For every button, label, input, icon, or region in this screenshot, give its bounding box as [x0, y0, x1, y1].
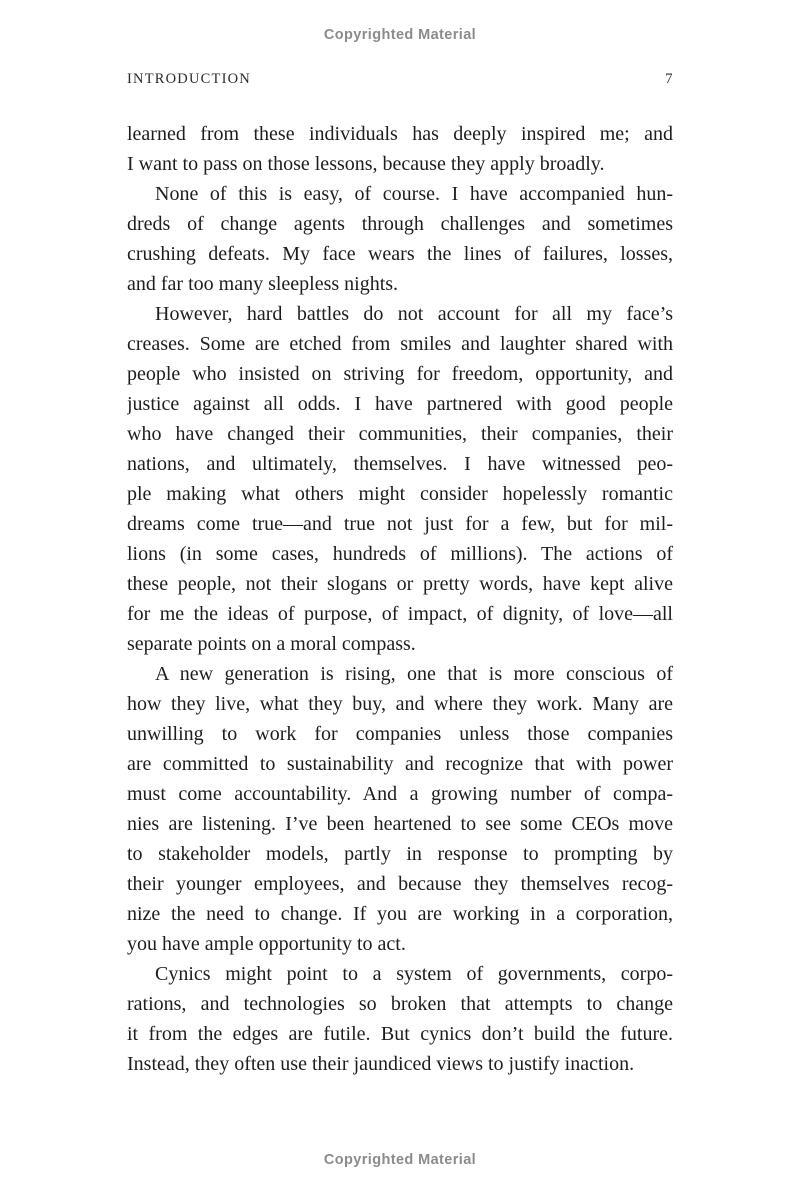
text-line: learned from these individuals has deeply inspired me; and [127, 123, 673, 145]
text-line: None of this is easy, of course. I have accompanied hun- [155, 183, 673, 205]
text-line: you have ample opportunity to act. [127, 933, 406, 955]
text-line: justice against all odds. I have partnered with good people [127, 393, 673, 415]
text-line: However, hard battles do not account for all my face’s [155, 303, 673, 325]
text-line: creases. Some are etched from smiles and laughter shared with [127, 333, 673, 355]
text-line: unwilling to work for companies unless those companies [127, 723, 673, 745]
text-line: nations, and ultimately, themselves. I have witnessed peo- [127, 453, 673, 475]
text-line: I want to pass on those lessons, because they apply broadly. [127, 153, 605, 175]
text-line: ple making what others might consider hopelessly romantic [127, 483, 673, 505]
body-text [127, 119, 673, 1079]
text-line: are committed to sustainability and recognize that with power [127, 753, 673, 775]
text-line: who have changed their communities, their companies, their [127, 423, 673, 445]
text-line: nize the need to change. If you are working in a corporation, [127, 903, 673, 925]
page-number: 7 [665, 71, 673, 87]
text-line: for me the ideas of purpose, of impact, of dignity, of love—all [127, 603, 673, 625]
text-line: people who insisted on striving for freedom, opportunity, and [127, 363, 673, 385]
text-line: how they live, what they buy, and where they work. Many are [127, 693, 673, 715]
text-line: must come accountability. And a growing number of compa- [127, 783, 673, 805]
text-line: crushing defeats. My face wears the lines of failures, losses, [127, 243, 673, 265]
text-line: and far too many sleepless nights. [127, 273, 399, 295]
page-header [127, 71, 673, 88]
text-line: rations, and technologies so broken that attempts to change [127, 993, 673, 1015]
text-line: dreds of change agents through challenges and sometimes [127, 213, 673, 235]
text-line: their younger employees, and because they themselves recog- [127, 873, 673, 895]
text-line: Instead, they often use their jaundiced views to justify inaction. [127, 1053, 635, 1075]
text-line: Cynics might point to a system of governments, corpo- [155, 963, 673, 985]
text-line: lions (in some cases, hundreds of millions). The actions of [127, 543, 673, 565]
text-line: it from the edges are futile. But cynics don’t build the future. [127, 1023, 673, 1045]
running-title: INTRODUCTION [127, 71, 251, 87]
text-line: A new generation is rising, one that is more conscious of [155, 663, 673, 685]
copyright-watermark-top: Copyrighted Material [323, 27, 477, 43]
text-line: to stakeholder models, partly in response to prompting by [127, 843, 673, 865]
text-line: nies are listening. I’ve been heartened to see some CEOs move [127, 813, 673, 835]
text-line: separate points on a moral compass. [127, 633, 416, 655]
text-line: these people, not their slogans or pretty words, have kept alive [127, 573, 673, 595]
text-line: dreams come true—and true not just for a few, but for mil- [127, 513, 673, 535]
copyright-watermark-bottom: Copyrighted Material [323, 1152, 477, 1168]
